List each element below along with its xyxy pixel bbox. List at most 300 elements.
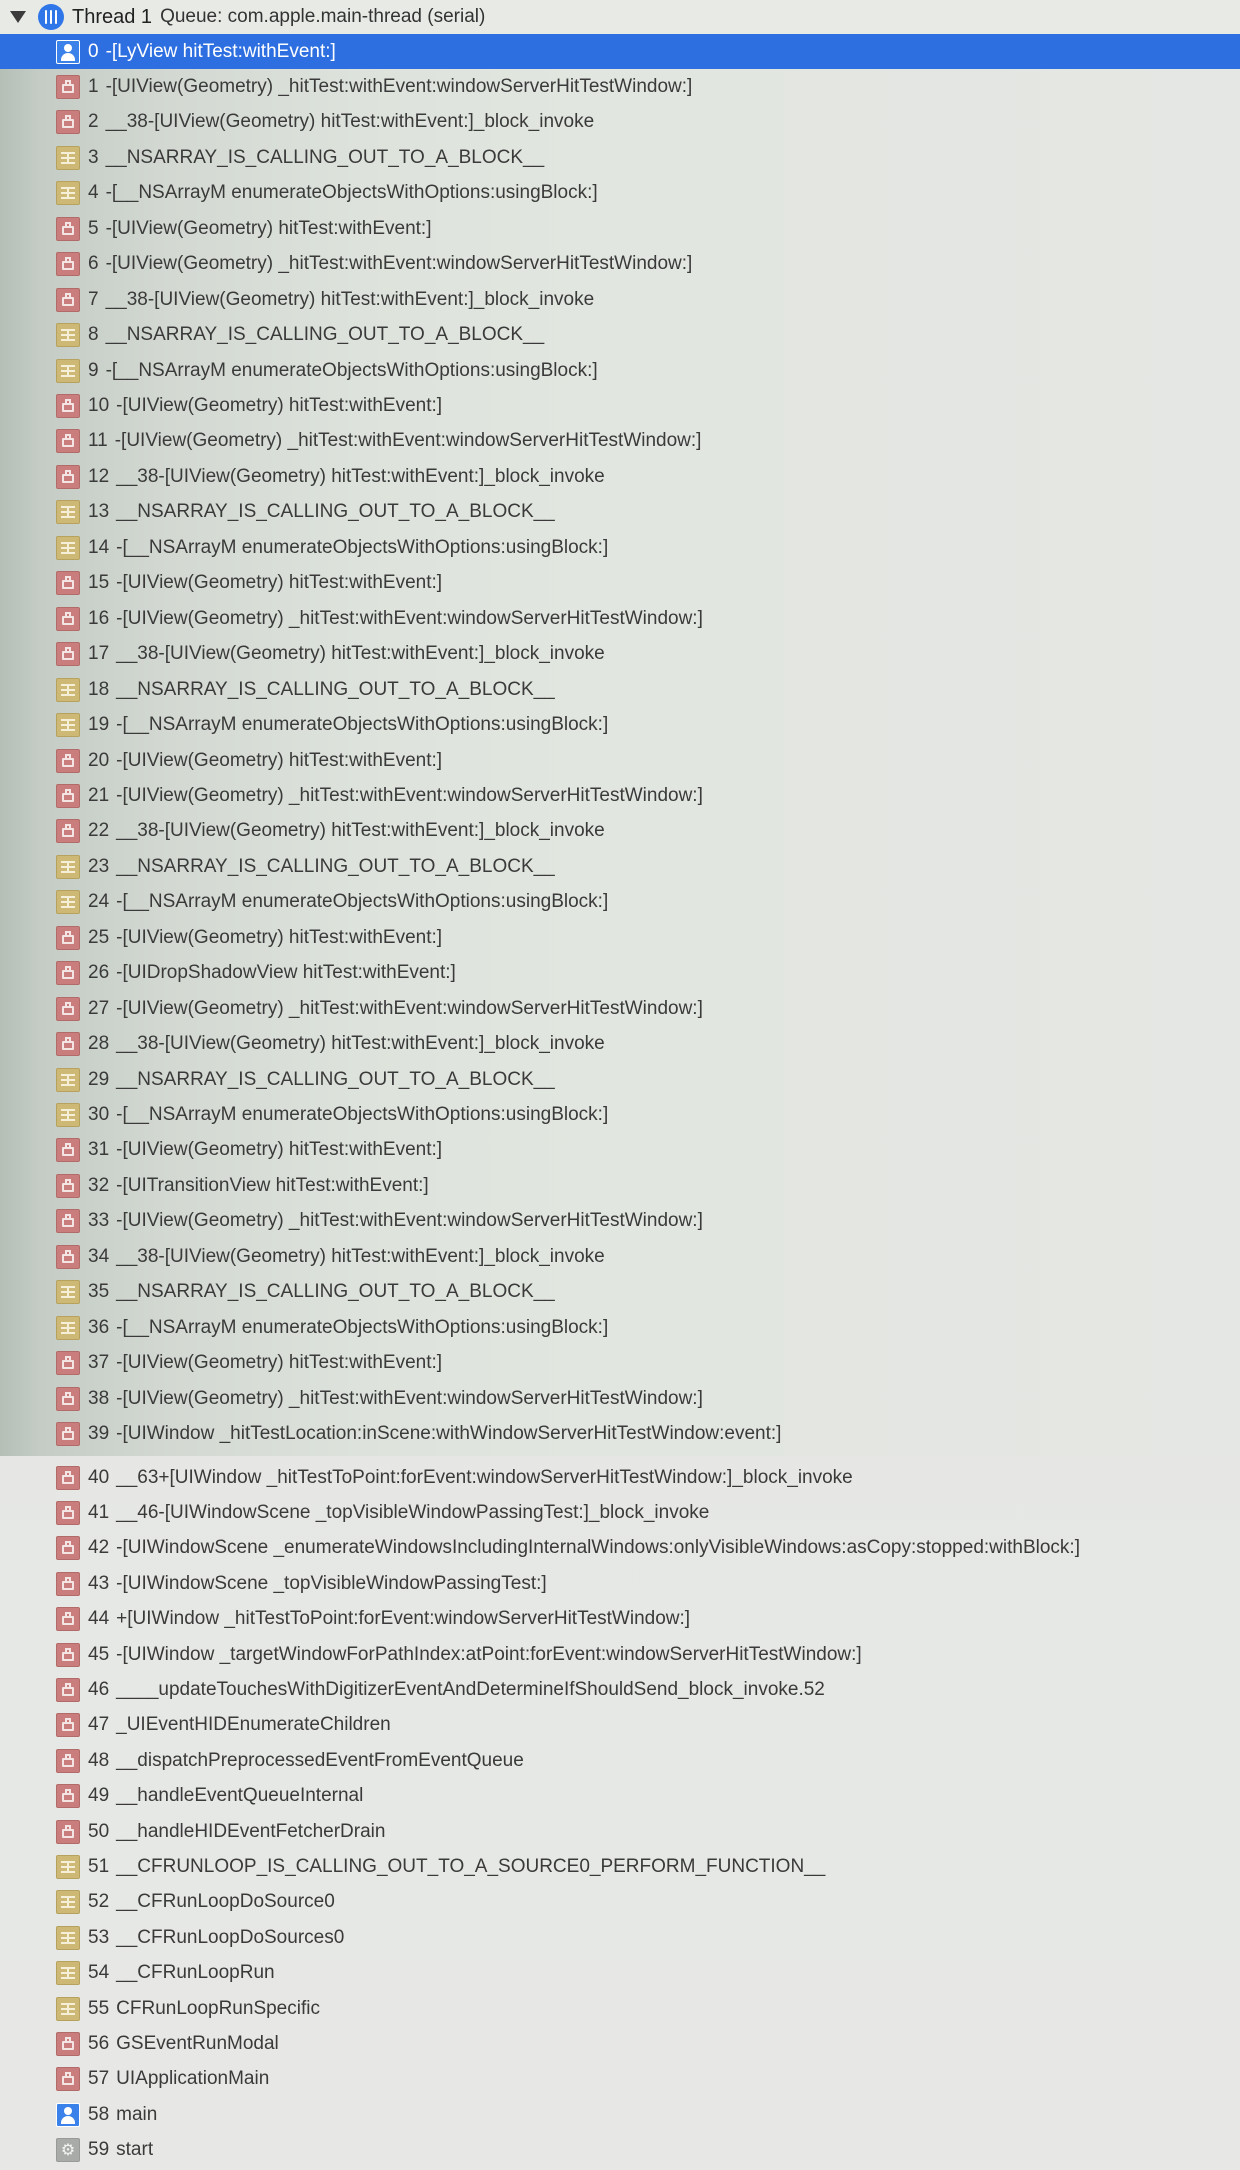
frame-label bbox=[88, 466, 605, 488]
library-frame-icon bbox=[56, 252, 80, 276]
frame-symbol: -[UIView(Geometry) _hitTest:withEvent:windowServerHitTestWindow:] bbox=[105, 253, 693, 275]
thread-icon bbox=[38, 4, 64, 30]
frame-number: 13 bbox=[88, 501, 110, 523]
frame-number: 4 bbox=[88, 182, 99, 204]
stack-frame-row[interactable] bbox=[0, 1920, 1240, 1955]
frame-label bbox=[88, 1927, 344, 1949]
library-frame-icon bbox=[56, 1351, 80, 1375]
disclosure-triangle-icon[interactable] bbox=[10, 11, 26, 23]
stack-frame-row[interactable] bbox=[0, 849, 1240, 884]
frame-number: 18 bbox=[88, 678, 110, 700]
frame-symbol: __handleHIDEventFetcherDrain bbox=[116, 1820, 386, 1842]
frame-number: 12 bbox=[88, 465, 110, 487]
stack-frame-row[interactable] bbox=[0, 34, 1240, 69]
stack-frame-row[interactable] bbox=[0, 353, 1240, 388]
stack-frame-row[interactable] bbox=[0, 1460, 1240, 1495]
frame-symbol: -[UIWindowScene _topVisibleWindowPassingTest:] bbox=[116, 1572, 547, 1594]
frame-symbol: -[UIView(Geometry) hitTest:withEvent:] bbox=[116, 926, 443, 948]
stack-frame-row[interactable] bbox=[0, 2133, 1240, 2168]
frame-label bbox=[88, 2139, 153, 2161]
frame-symbol: -[__NSArrayM enumerateObjectsWithOptions:usingBlock:] bbox=[105, 359, 598, 381]
stack-frame-row[interactable] bbox=[0, 672, 1240, 707]
stack-frame-row[interactable] bbox=[0, 1168, 1240, 1203]
stack-frame-row[interactable] bbox=[0, 247, 1240, 282]
frame-number: 21 bbox=[88, 784, 110, 806]
frame-label bbox=[88, 1033, 605, 1055]
library-frame-icon bbox=[56, 1387, 80, 1411]
frame-symbol: __38-[UIView(Geometry) hitTest:withEvent:]_block_invoke bbox=[116, 1033, 605, 1055]
stack-frame-row[interactable] bbox=[0, 708, 1240, 743]
stack-frame-row[interactable] bbox=[0, 282, 1240, 317]
frame-label bbox=[88, 1785, 363, 1807]
frame-symbol: __CFRunLoopDoSources0 bbox=[116, 1926, 345, 1948]
frame-symbol: -[UIView(Geometry) hitTest:withEvent:] bbox=[105, 217, 432, 239]
library-frame-icon bbox=[56, 429, 80, 453]
frame-label bbox=[88, 1821, 385, 1843]
frame-number: 35 bbox=[88, 1281, 110, 1303]
frame-number: 5 bbox=[88, 217, 99, 239]
library-frame-icon bbox=[56, 961, 80, 985]
frame-label bbox=[88, 998, 703, 1020]
stack-frame-row[interactable] bbox=[0, 1204, 1240, 1239]
frame-label bbox=[88, 1423, 781, 1445]
frame-label bbox=[88, 76, 692, 98]
frame-symbol: -[UIView(Geometry) _hitTest:withEvent:windowServerHitTestWindow:] bbox=[116, 1387, 703, 1409]
stack-frame-row[interactable] bbox=[0, 211, 1240, 246]
stack-frame-row[interactable] bbox=[0, 1495, 1240, 1530]
library-frame-icon bbox=[56, 1820, 80, 1844]
frame-symbol: __CFRUNLOOP_IS_CALLING_OUT_TO_A_SOURCE0_PERFORM_FUNCTION__ bbox=[116, 1855, 826, 1877]
system-frame-icon bbox=[56, 1316, 80, 1340]
frame-number: 30 bbox=[88, 1104, 110, 1125]
frame-label bbox=[88, 1467, 853, 1489]
stack-frame-row[interactable] bbox=[0, 318, 1240, 353]
stack-frame-row[interactable] bbox=[0, 1275, 1240, 1310]
frame-symbol: ____updateTouchesWithDigitizerEventAndDetermineIfShouldSend_block_invoke.52 bbox=[116, 1678, 825, 1700]
frame-number: 19 bbox=[88, 714, 110, 736]
frame-number: 28 bbox=[88, 1033, 110, 1055]
system-frame-icon bbox=[56, 1890, 80, 1914]
library-frame-icon bbox=[56, 1501, 80, 1525]
stack-frame-row[interactable] bbox=[0, 1062, 1240, 1097]
stack-frame-row[interactable] bbox=[0, 105, 1240, 140]
stack-frame-row[interactable] bbox=[0, 1310, 1240, 1345]
stack-frame-row[interactable] bbox=[0, 920, 1240, 955]
frame-number: 40 bbox=[88, 1466, 110, 1488]
frame-symbol: CFRunLoopRunSpecific bbox=[116, 1997, 320, 2019]
frame-number: 29 bbox=[88, 1068, 110, 1090]
frame-number: 45 bbox=[88, 1643, 110, 1665]
stack-frame-row[interactable] bbox=[0, 1239, 1240, 1274]
frame-label bbox=[88, 750, 442, 772]
frame-label bbox=[88, 1104, 608, 1126]
frame-number: 25 bbox=[88, 926, 110, 948]
gear-icon bbox=[56, 2138, 80, 2162]
frame-label bbox=[88, 1246, 605, 1268]
library-frame-icon bbox=[56, 1245, 80, 1269]
frame-number: 39 bbox=[88, 1423, 110, 1445]
frame-number: 9 bbox=[88, 359, 99, 381]
library-frame-icon bbox=[56, 465, 80, 489]
frame-symbol: __NSARRAY_IS_CALLING_OUT_TO_A_BLOCK__ bbox=[116, 1281, 555, 1303]
stack-frame-row[interactable] bbox=[0, 1381, 1240, 1416]
stack-frame-row[interactable] bbox=[0, 2062, 1240, 2097]
system-frame-icon bbox=[56, 359, 80, 383]
system-frame-icon bbox=[56, 1103, 80, 1127]
system-frame-icon bbox=[56, 890, 80, 914]
library-frame-icon bbox=[56, 1536, 80, 1560]
frame-number: 10 bbox=[88, 395, 110, 416]
frame-symbol: __NSARRAY_IS_CALLING_OUT_TO_A_BLOCK__ bbox=[116, 501, 555, 523]
library-frame-icon bbox=[56, 1784, 80, 1808]
frame-label bbox=[88, 1679, 825, 1701]
frame-number: 58 bbox=[88, 2103, 110, 2125]
frame-symbol: GSEventRunModal bbox=[116, 2032, 279, 2054]
frame-label bbox=[88, 643, 605, 665]
library-frame-icon bbox=[56, 926, 80, 950]
thread-title: Thread 1 bbox=[72, 5, 153, 28]
frame-number: 26 bbox=[88, 962, 110, 984]
frame-symbol: __NSARRAY_IS_CALLING_OUT_TO_A_BLOCK__ bbox=[116, 1068, 555, 1090]
frame-symbol: __NSARRAY_IS_CALLING_OUT_TO_A_BLOCK__ bbox=[105, 324, 545, 346]
library-frame-icon bbox=[56, 1174, 80, 1198]
frame-number: 8 bbox=[88, 324, 99, 346]
stack-frame-row[interactable] bbox=[0, 1602, 1240, 1637]
stack-frame-row[interactable] bbox=[0, 1346, 1240, 1381]
thread-queue: Queue: com.apple.main-thread (serial) bbox=[160, 6, 486, 27]
frame-symbol: -[UITransitionView hitTest:withEvent:] bbox=[116, 1174, 429, 1196]
frame-number: 33 bbox=[88, 1210, 110, 1232]
stack-frame-row[interactable] bbox=[0, 530, 1240, 565]
frame-number: 49 bbox=[88, 1785, 110, 1807]
stack-frame-row[interactable] bbox=[0, 69, 1240, 104]
frame-number: 56 bbox=[88, 2032, 110, 2054]
system-frame-icon bbox=[56, 1068, 80, 1092]
frame-symbol: -[UIWindow _hitTestLocation:inScene:withWindowServerHitTestWindow:event:] bbox=[116, 1423, 782, 1445]
frame-label bbox=[88, 501, 555, 523]
frame-label bbox=[88, 430, 701, 452]
system-frame-icon bbox=[56, 678, 80, 702]
frame-label bbox=[88, 182, 598, 204]
stack-frame-row[interactable] bbox=[0, 176, 1240, 211]
stack-frame-row[interactable] bbox=[0, 743, 1240, 778]
frame-label bbox=[88, 2104, 157, 2126]
stack-frame-row[interactable] bbox=[0, 1566, 1240, 1601]
frame-number: 23 bbox=[88, 855, 110, 877]
frame-number: 38 bbox=[88, 1387, 110, 1409]
frame-label bbox=[88, 891, 608, 913]
stack-frame-row[interactable] bbox=[0, 1417, 1240, 1452]
frame-label bbox=[88, 679, 555, 701]
frame-number: 6 bbox=[88, 253, 99, 275]
frame-label bbox=[88, 1608, 690, 1630]
frame-number: 44 bbox=[88, 1608, 110, 1630]
frame-number: 37 bbox=[88, 1352, 110, 1374]
system-frame-icon bbox=[56, 713, 80, 737]
frame-label bbox=[88, 1644, 862, 1666]
frame-number: 52 bbox=[88, 1891, 110, 1913]
system-frame-icon bbox=[56, 1926, 80, 1950]
stack-frame-row[interactable] bbox=[0, 1637, 1240, 1672]
frame-number: 46 bbox=[88, 1678, 110, 1700]
frame-symbol: main bbox=[116, 2103, 158, 2125]
frame-label bbox=[88, 289, 594, 311]
frame-number: 54 bbox=[88, 1962, 110, 1984]
frame-symbol: __CFRunLoopDoSource0 bbox=[116, 1891, 335, 1913]
stack-frame-row[interactable] bbox=[0, 566, 1240, 601]
frame-number: 55 bbox=[88, 1997, 110, 2019]
frame-number: 42 bbox=[88, 1537, 110, 1559]
library-frame-icon bbox=[56, 1678, 80, 1702]
stack-frame-row[interactable] bbox=[0, 1743, 1240, 1778]
frame-symbol: -[UIDropShadowView hitTest:withEvent:] bbox=[116, 962, 456, 984]
frame-symbol: -[UIView(Geometry) _hitTest:withEvent:windowServerHitTestWindow:] bbox=[116, 607, 703, 629]
frame-label bbox=[88, 147, 544, 169]
frame-label bbox=[88, 537, 608, 559]
library-frame-icon bbox=[56, 2032, 80, 2056]
stack-frame-row[interactable] bbox=[0, 2097, 1240, 2132]
frame-label bbox=[88, 360, 598, 382]
frame-number: 14 bbox=[88, 536, 110, 558]
thread-row[interactable] bbox=[0, 0, 1240, 34]
frame-symbol: __CFRunLoopRun bbox=[116, 1962, 275, 1984]
frame-symbol: __NSARRAY_IS_CALLING_OUT_TO_A_BLOCK__ bbox=[116, 855, 555, 877]
stack-frame-row[interactable] bbox=[0, 991, 1240, 1026]
frame-number: 20 bbox=[88, 749, 110, 771]
frame-label bbox=[88, 714, 608, 736]
stack-frame-row[interactable] bbox=[0, 1849, 1240, 1884]
frame-symbol: -[__NSArrayM enumerateObjectsWithOptions:usingBlock:] bbox=[105, 182, 598, 204]
frame-number: 53 bbox=[88, 1926, 110, 1948]
library-frame-icon bbox=[56, 819, 80, 843]
frame-number: 7 bbox=[88, 288, 99, 310]
frame-number: 0 bbox=[88, 40, 99, 62]
stack-frame-row[interactable] bbox=[0, 1991, 1240, 2026]
frame-symbol: -[UIView(Geometry) hitTest:withEvent:] bbox=[116, 572, 443, 594]
frame-label bbox=[88, 1388, 703, 1410]
system-frame-icon bbox=[56, 1280, 80, 1304]
frame-label bbox=[88, 856, 555, 878]
frame-label bbox=[88, 1891, 335, 1913]
frame-number: 17 bbox=[88, 643, 110, 665]
frame-label bbox=[88, 1139, 442, 1161]
frame-label bbox=[88, 785, 703, 807]
frame-label bbox=[88, 820, 605, 842]
frame-number: 22 bbox=[88, 820, 110, 842]
library-frame-icon bbox=[56, 997, 80, 1021]
system-frame-icon bbox=[56, 181, 80, 205]
library-frame-icon bbox=[56, 1607, 80, 1631]
stack-frame-row[interactable] bbox=[0, 1133, 1240, 1168]
frame-number: 59 bbox=[88, 2139, 110, 2161]
library-frame-icon bbox=[56, 1422, 80, 1446]
frame-number: 15 bbox=[88, 572, 110, 594]
frame-symbol: -[UIView(Geometry) _hitTest:withEvent:windowServerHitTestWindow:] bbox=[116, 784, 703, 806]
frame-label bbox=[88, 2068, 269, 2090]
stack-frame-row[interactable] bbox=[0, 1885, 1240, 1920]
frame-label bbox=[88, 1714, 391, 1736]
frame-symbol: __38-[UIView(Geometry) hitTest:withEvent:]_block_invoke bbox=[116, 1245, 605, 1267]
frame-number: 11 bbox=[88, 430, 108, 452]
stack-frame-row[interactable] bbox=[0, 1708, 1240, 1743]
frame-label bbox=[88, 1537, 1080, 1559]
frame-number: 57 bbox=[88, 2068, 110, 2090]
frame-number: 50 bbox=[88, 1820, 110, 1842]
stack-frame-row[interactable] bbox=[0, 389, 1240, 424]
frame-label bbox=[88, 1750, 524, 1772]
frame-label bbox=[88, 395, 442, 417]
frame-label bbox=[88, 1502, 709, 1524]
frame-symbol: __63+[UIWindow _hitTestToPoint:forEvent:windowServerHitTestWindow:]_block_invoke bbox=[116, 1466, 853, 1488]
stack-frame-row[interactable] bbox=[0, 2026, 1240, 2061]
stack-frame-row[interactable] bbox=[0, 1779, 1240, 1814]
library-frame-icon bbox=[56, 571, 80, 595]
frame-label bbox=[88, 927, 442, 949]
library-frame-icon bbox=[56, 1643, 80, 1667]
system-frame-icon bbox=[56, 1997, 80, 2021]
frame-symbol: -[UIWindow _targetWindowForPathIndex:atPoint:forEvent:windowServerHitTestWindow:] bbox=[116, 1643, 862, 1665]
frame-symbol: start bbox=[116, 2139, 154, 2161]
frame-label bbox=[88, 1352, 442, 1374]
stack-frame-row[interactable] bbox=[0, 424, 1240, 459]
frame-symbol: -[UIView(Geometry) hitTest:withEvent:] bbox=[116, 1352, 443, 1374]
frame-symbol: __handleEventQueueInternal bbox=[116, 1785, 364, 1807]
frame-number: 34 bbox=[88, 1245, 110, 1267]
stack-frame-row[interactable] bbox=[0, 1098, 1240, 1133]
stack-frame-row[interactable] bbox=[0, 1814, 1240, 1849]
library-frame-icon bbox=[56, 394, 80, 418]
frame-label bbox=[88, 572, 442, 594]
frame-number: 51 bbox=[88, 1855, 110, 1877]
library-frame-icon bbox=[56, 1749, 80, 1773]
library-frame-icon bbox=[56, 1209, 80, 1233]
frame-label bbox=[88, 218, 432, 240]
frame-number: 32 bbox=[88, 1174, 110, 1196]
frame-symbol: -[UIView(Geometry) hitTest:withEvent:] bbox=[116, 749, 443, 771]
frame-label bbox=[88, 1069, 555, 1091]
frame-symbol: __38-[UIView(Geometry) hitTest:withEvent:]_block_invoke bbox=[116, 465, 605, 487]
frame-number: 48 bbox=[88, 1749, 110, 1771]
frame-symbol: -[UIView(Geometry) _hitTest:withEvent:windowServerHitTestWindow:] bbox=[116, 1210, 703, 1232]
frame-label bbox=[88, 41, 336, 63]
frame-symbol: _UIEventHIDEnumerateChildren bbox=[116, 1714, 391, 1736]
stack-frame-row[interactable] bbox=[0, 459, 1240, 494]
frame-label bbox=[88, 1210, 703, 1232]
frame-symbol: -[__NSArrayM enumerateObjectsWithOptions:usingBlock:] bbox=[116, 1316, 609, 1338]
frame-symbol: __38-[UIView(Geometry) hitTest:withEvent:]_block_invoke bbox=[105, 111, 595, 133]
frame-label bbox=[88, 1573, 547, 1595]
frame-label bbox=[88, 324, 544, 346]
frame-label bbox=[88, 962, 456, 984]
frame-number: 31 bbox=[88, 1139, 110, 1161]
stack-frame-row[interactable] bbox=[0, 140, 1240, 175]
frame-symbol: -[__NSArrayM enumerateObjectsWithOptions:usingBlock:] bbox=[116, 714, 609, 736]
frame-label bbox=[88, 253, 692, 275]
system-frame-icon bbox=[56, 146, 80, 170]
stack-frame-row[interactable] bbox=[0, 956, 1240, 991]
frame-symbol: -[UIView(Geometry) _hitTest:withEvent:windowServerHitTestWindow:] bbox=[105, 75, 693, 97]
frame-number: 1 bbox=[88, 75, 99, 97]
frame-number: 41 bbox=[88, 1501, 110, 1523]
frame-symbol: __38-[UIView(Geometry) hitTest:withEvent:]_block_invoke bbox=[116, 820, 605, 842]
stack-frame-row[interactable] bbox=[0, 601, 1240, 636]
frame-symbol: -[UIView(Geometry) _hitTest:withEvent:windowServerHitTestWindow:] bbox=[114, 430, 702, 452]
system-frame-icon bbox=[56, 323, 80, 347]
frame-label bbox=[88, 1281, 555, 1303]
library-frame-icon bbox=[56, 75, 80, 99]
frame-symbol: __NSARRAY_IS_CALLING_OUT_TO_A_BLOCK__ bbox=[116, 678, 555, 700]
frame-symbol: __46-[UIWindowScene _topVisibleWindowPassingTest:]_block_invoke bbox=[116, 1501, 710, 1523]
library-frame-icon bbox=[56, 1713, 80, 1737]
library-frame-icon bbox=[56, 217, 80, 241]
frame-symbol: -[__NSArrayM enumerateObjectsWithOptions:usingBlock:] bbox=[116, 891, 609, 913]
stack-frame-row[interactable] bbox=[0, 1672, 1240, 1707]
frame-symbol: -[__NSArrayM enumerateObjectsWithOptions:usingBlock:] bbox=[116, 536, 609, 558]
library-frame-icon bbox=[56, 749, 80, 773]
stack-frame-row[interactable] bbox=[0, 1027, 1240, 1062]
frame-symbol: -[UIView(Geometry) _hitTest:withEvent:windowServerHitTestWindow:] bbox=[116, 997, 703, 1019]
stack-frame-row[interactable] bbox=[0, 1531, 1240, 1566]
stack-frame-row[interactable] bbox=[0, 495, 1240, 530]
stack-frame-row[interactable] bbox=[0, 778, 1240, 813]
stack-frame-row[interactable] bbox=[0, 637, 1240, 672]
user-code-frame-icon bbox=[56, 2103, 80, 2127]
frame-symbol: -[LyView hitTest:withEvent:] bbox=[105, 40, 336, 62]
frame-label bbox=[88, 111, 594, 133]
library-frame-icon bbox=[56, 1466, 80, 1490]
system-frame-icon bbox=[56, 1855, 80, 1879]
frame-symbol: +[UIWindow _hitTestToPoint:forEvent:windowServerHitTestWindow:] bbox=[116, 1608, 691, 1630]
frame-label bbox=[88, 1175, 429, 1197]
stack-frame-row[interactable] bbox=[0, 1956, 1240, 1991]
system-frame-icon bbox=[56, 500, 80, 524]
frame-symbol: -[UIView(Geometry) hitTest:withEvent:] bbox=[116, 1139, 443, 1161]
frame-number: 24 bbox=[88, 891, 110, 913]
user-code-frame-icon bbox=[56, 40, 80, 64]
frame-symbol: -[__NSArrayM enumerateObjectsWithOptions:usingBlock:] bbox=[116, 1104, 609, 1125]
frame-label bbox=[88, 1962, 275, 1984]
frame-symbol: __38-[UIView(Geometry) hitTest:withEvent:]_block_invoke bbox=[116, 643, 605, 665]
frame-number: 2 bbox=[88, 111, 99, 133]
library-frame-icon bbox=[56, 784, 80, 808]
frame-number: 16 bbox=[88, 607, 110, 629]
library-frame-icon bbox=[56, 1572, 80, 1596]
frame-number: 47 bbox=[88, 1714, 110, 1736]
frame-label bbox=[88, 1856, 825, 1878]
frame-symbol: __38-[UIView(Geometry) hitTest:withEvent:]_block_invoke bbox=[105, 288, 595, 310]
frame-label bbox=[88, 1998, 320, 2020]
frame-symbol: -[UIView(Geometry) hitTest:withEvent:] bbox=[116, 395, 443, 416]
system-frame-icon bbox=[56, 536, 80, 560]
frame-label bbox=[88, 608, 703, 630]
frame-symbol: __NSARRAY_IS_CALLING_OUT_TO_A_BLOCK__ bbox=[105, 146, 545, 168]
library-frame-icon bbox=[56, 1032, 80, 1056]
frame-label bbox=[88, 1317, 608, 1339]
frame-number: 43 bbox=[88, 1572, 110, 1594]
library-frame-icon bbox=[56, 288, 80, 312]
library-frame-icon bbox=[56, 110, 80, 134]
library-frame-icon bbox=[56, 1138, 80, 1162]
stack-frame-row[interactable] bbox=[0, 885, 1240, 920]
library-frame-icon bbox=[56, 642, 80, 666]
frame-number: 27 bbox=[88, 997, 110, 1019]
stack-frame-row[interactable] bbox=[0, 814, 1240, 849]
frame-number: 3 bbox=[88, 146, 99, 168]
system-frame-icon bbox=[56, 1961, 80, 1985]
system-frame-icon bbox=[56, 855, 80, 879]
frame-symbol: -[UIWindowScene _enumerateWindowsIncludingInternalWindows:onlyVisibleWindows:asCopy:stopped:withBlock:] bbox=[116, 1537, 1080, 1559]
frame-number: 36 bbox=[88, 1316, 110, 1338]
